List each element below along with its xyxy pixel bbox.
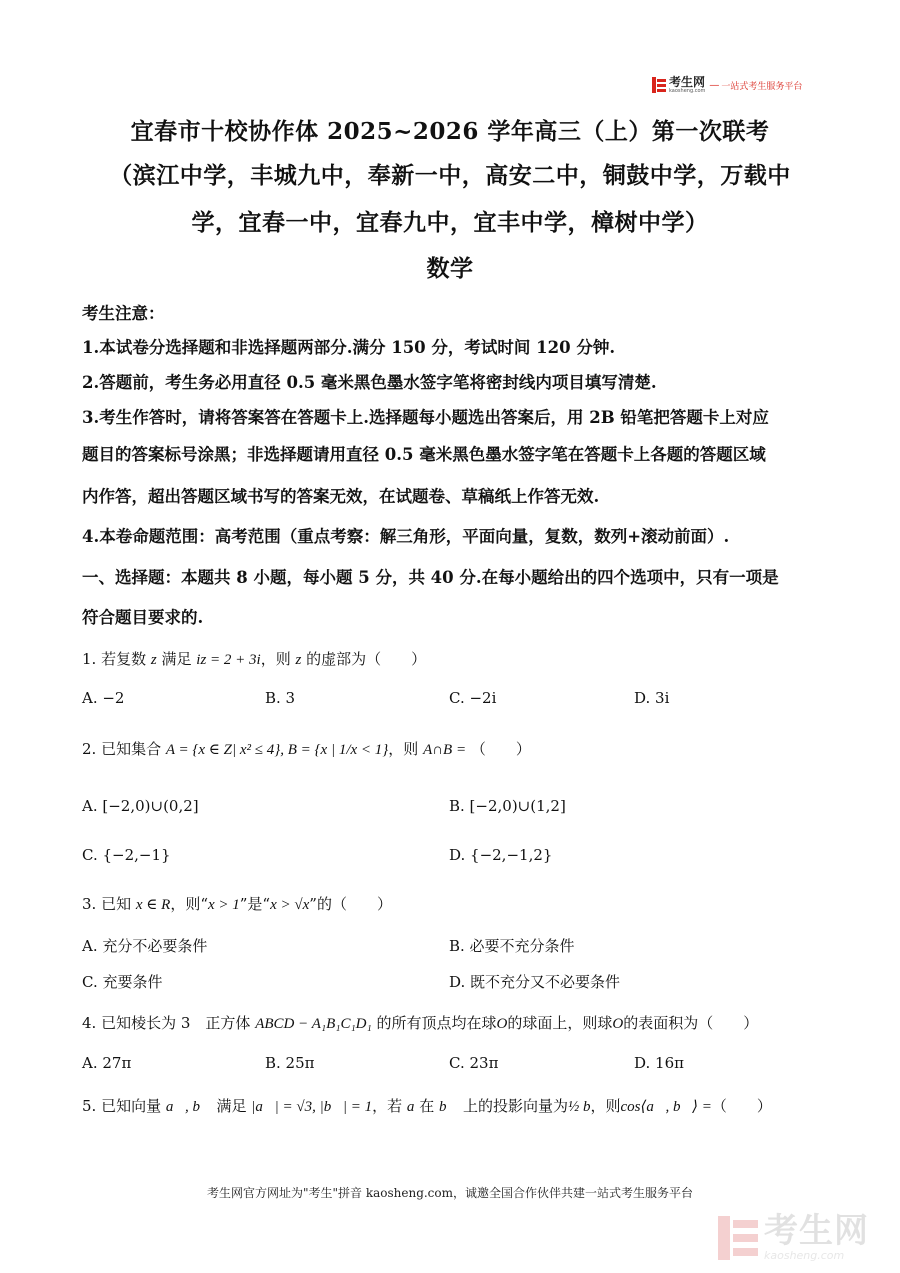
notice-item-2: 2.答题前，考生务必用直径 0.5 毫米黑色墨水签字笔将密封线内项目填写清楚. xyxy=(82,373,657,392)
exam-subject: 数学 xyxy=(426,255,474,282)
question-3-stem: 3. 已知 x ∈ R，则“x > 1”是“x > √x”的（ ） xyxy=(82,895,392,913)
question-2-stem: 2. 已知集合 A = {x ∈ Z| x² ≤ 4}, B = {x | 1/x < 1}，则 A∩B = （ ） xyxy=(82,740,531,758)
watermark-name: 考生网 xyxy=(764,1211,869,1251)
question-3-option-a: A. 充分不必要条件 xyxy=(82,937,208,955)
logo-name: 考生网 xyxy=(669,75,706,89)
kaosheng-logo-icon xyxy=(652,77,666,93)
logo-slogan: 一站式考生服务平台 xyxy=(721,81,803,92)
notice-heading: 考生注意： xyxy=(82,304,165,323)
question-2-option-a: A. [−2,0)∪(0,2] xyxy=(82,797,199,815)
header-logo xyxy=(652,74,822,96)
notice-item-1: 1.本试卷分选择题和非选择题两部分.满分 150 分，考试时间 120 分钟. xyxy=(82,338,616,357)
question-4-option-b: B. 25π xyxy=(265,1054,315,1072)
question-4-option-a: A. 27π xyxy=(82,1054,132,1072)
section1-instructions-line2: 符合题目要求的. xyxy=(82,608,204,627)
question-1-option-a: A. −2 xyxy=(82,689,125,707)
logo-separator: — xyxy=(709,79,720,91)
section1-instructions-line1: 一、选择题：本题共 8 小题，每小题 5 分，共 40 分.在每小题给出的四个选项中，只有一项是 xyxy=(82,568,779,587)
footer-note: 考生网官方网址为"考生"拼音 kaosheng.com，诚邀全国合作伙伴共建一站式考生服务平台 xyxy=(206,1186,694,1200)
exam-schools-line2: 学，宜春一中，宜春九中，宜丰中学，樟树中学） xyxy=(191,209,709,236)
question-5-stem: 5. 已知向量 a⃗, b⃗ 满足 |a⃗| = √3, |b⃗| = 1，若 a 在 b⃗ 上的投影向量为½ b，则cos⟨a⃗, b⃗⟩ =（ ） xyxy=(82,1097,772,1115)
question-1-option-c: C. −2i xyxy=(449,689,497,707)
question-2-option-c: C. {−2,−1} xyxy=(82,846,171,864)
exam-title: 宜春市十校协作体 2025~2026 学年高三（上）第一次联考 xyxy=(130,118,770,145)
question-4-stem: 4. 已知棱长为 3 正方体 ABCD − A₁B₁C₁D₁ 的所有顶点均在球O的球面上，则球O的表面积为（ ） xyxy=(82,1014,759,1032)
exam-schools-line1: （滨江中学，丰城九中，奉新一中，高安二中，铜鼓中学，万载中 xyxy=(109,162,791,189)
watermark-domain: kaosheng.com xyxy=(764,1249,845,1262)
question-3-option-d: D. 既不充分又不必要条件 xyxy=(449,973,621,991)
question-4-option-d: D. 16π xyxy=(634,1054,684,1072)
notice-item-3-line2: 题目的答案标号涂黑；非选择题请用直径 0.5 毫米黑色墨水签字笔在答题卡上各题的答题区域 xyxy=(82,445,766,464)
logo-domain: kaosheng.com xyxy=(669,88,706,94)
question-3-option-b: B. 必要不充分条件 xyxy=(449,937,575,955)
notice-item-4: 4.本卷命题范围：高考范围（重点考察：解三角形，平面向量，复数，数列+滚动前面）. xyxy=(82,527,730,546)
watermark xyxy=(718,1211,869,1262)
question-1-option-b: B. 3 xyxy=(265,689,296,707)
question-1-stem: 1. 若复数 z 满足 iz = 2 + 3i，则 z 的虚部为（ ） xyxy=(82,650,427,668)
question-1-option-d: D. 3i xyxy=(634,689,670,707)
question-3-option-c: C. 充要条件 xyxy=(82,973,163,991)
question-2-option-d: D. {−2,−1,2} xyxy=(449,846,553,864)
kaosheng-watermark-icon xyxy=(718,1216,758,1260)
notice-item-3-line1: 3.考生作答时，请将答案答在答题卡上.选择题每小题选出答案后，用 2B 铅笔把答题卡上对应 xyxy=(82,408,769,427)
question-2-option-b: B. [−2,0)∪(1,2] xyxy=(449,797,566,815)
question-4-option-c: C. 23π xyxy=(449,1054,499,1072)
notice-item-3-line3: 内作答，超出答题区域书写的答案无效，在试题卷、草稿纸上作答无效. xyxy=(82,487,600,506)
